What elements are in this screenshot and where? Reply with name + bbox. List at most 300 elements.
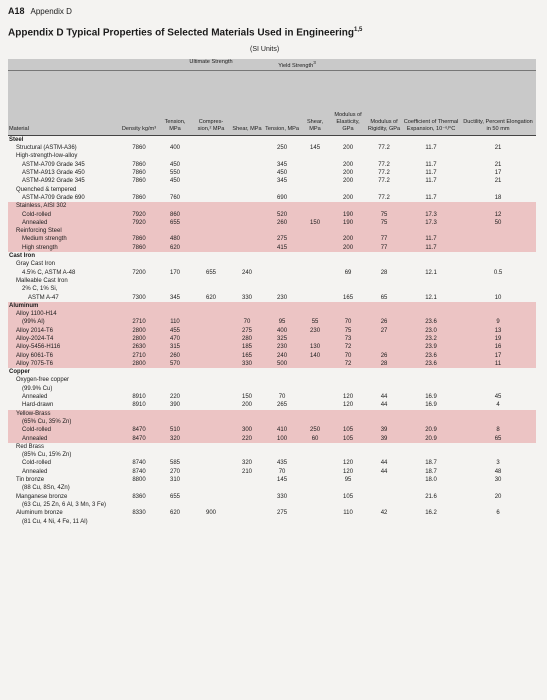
value-cell: 17.3	[402, 219, 460, 227]
table-row	[8, 360, 536, 368]
column-header-row	[8, 70, 536, 135]
value-cell: 10	[460, 294, 536, 302]
table-row	[8, 161, 536, 169]
value-cell	[402, 227, 460, 235]
value-cell: 55	[300, 318, 330, 326]
table-row	[8, 177, 536, 185]
value-cell: 26	[366, 352, 402, 360]
value-cell: 21	[460, 177, 536, 185]
value-cell: 320	[158, 435, 192, 443]
value-cell	[192, 177, 230, 185]
material-cell: Copper	[8, 368, 120, 376]
value-cell: 7920	[120, 211, 158, 219]
table-row	[8, 144, 536, 152]
value-cell	[264, 368, 300, 376]
value-cell: 7860	[120, 235, 158, 243]
value-cell: 415	[264, 244, 300, 252]
value-cell: 70	[264, 468, 300, 476]
value-cell	[366, 335, 402, 343]
value-cell: 345	[158, 294, 192, 302]
value-cell	[120, 501, 158, 509]
value-cell: 28	[366, 269, 402, 277]
value-cell: 8740	[120, 459, 158, 467]
value-cell	[300, 235, 330, 243]
header-compression: Compres- sion,² MPa	[192, 70, 230, 135]
value-cell: 760	[158, 194, 192, 202]
value-cell	[230, 368, 264, 376]
value-cell	[460, 227, 536, 235]
value-cell	[264, 302, 300, 310]
value-cell: 2800	[120, 335, 158, 343]
table-row	[8, 393, 536, 401]
table-row	[8, 468, 536, 476]
value-cell	[192, 260, 230, 268]
properties-table	[8, 59, 536, 526]
material-cell: Medium strength	[8, 235, 120, 243]
value-cell: 39	[366, 435, 402, 443]
table-row	[8, 493, 536, 501]
value-cell	[230, 144, 264, 152]
value-cell: 73	[330, 335, 366, 343]
value-cell: 95	[330, 476, 366, 484]
value-cell: 23.9	[402, 343, 460, 351]
value-cell	[300, 252, 330, 260]
table-row	[8, 252, 536, 260]
value-cell: 8800	[120, 476, 158, 484]
value-cell: 23.0	[402, 327, 460, 335]
value-cell	[300, 177, 330, 185]
value-cell	[264, 376, 300, 384]
value-cell	[192, 501, 230, 509]
value-cell: 250	[264, 144, 300, 152]
table-row	[8, 352, 536, 360]
value-cell: 8910	[120, 401, 158, 409]
value-cell: 435	[264, 459, 300, 467]
value-cell	[300, 260, 330, 268]
value-cell	[330, 202, 366, 210]
value-cell: 77	[366, 244, 402, 252]
table-row	[8, 385, 536, 393]
value-cell	[460, 244, 536, 252]
value-cell: 2710	[120, 352, 158, 360]
value-cell	[300, 459, 330, 467]
value-cell	[460, 285, 536, 293]
value-cell: 26	[366, 318, 402, 326]
value-cell	[120, 310, 158, 318]
value-cell	[366, 186, 402, 194]
value-cell: 6	[460, 509, 536, 517]
value-cell: 21.6	[402, 493, 460, 501]
value-cell: 65	[460, 435, 536, 443]
value-cell	[366, 410, 402, 418]
value-cell: 11.7	[402, 177, 460, 185]
value-cell	[264, 252, 300, 260]
value-cell: 200	[330, 244, 366, 252]
value-cell: 18.0	[402, 476, 460, 484]
material-cell: Cold-rolled	[8, 459, 120, 467]
value-cell: 60	[300, 435, 330, 443]
value-cell	[230, 443, 264, 451]
material-cell: Gray Cast Iron	[8, 260, 120, 268]
value-cell: 330	[264, 493, 300, 501]
material-cell: (63 Cu, 25 Zn, 6 Al, 3 Mn, 3 Fe)	[8, 501, 120, 509]
material-cell: Aluminum	[8, 302, 120, 310]
blank-group-cell	[8, 59, 120, 70]
value-cell: 450	[158, 177, 192, 185]
value-cell: 16.9	[402, 401, 460, 409]
value-cell: 620	[158, 244, 192, 252]
value-cell	[330, 152, 366, 160]
value-cell	[158, 152, 192, 160]
value-cell	[192, 235, 230, 243]
value-cell: 220	[230, 435, 264, 443]
value-cell: 470	[158, 335, 192, 343]
value-cell	[460, 484, 536, 492]
table-row	[8, 302, 536, 310]
table-row	[8, 443, 536, 451]
value-cell	[158, 385, 192, 393]
value-cell	[192, 327, 230, 335]
value-cell	[192, 135, 230, 144]
table-row	[8, 219, 536, 227]
value-cell: 70	[330, 352, 366, 360]
value-cell	[230, 177, 264, 185]
table-row	[8, 285, 536, 293]
value-cell: 20.9	[402, 435, 460, 443]
value-cell: 44	[366, 459, 402, 467]
value-cell	[460, 501, 536, 509]
table-row	[8, 418, 536, 426]
group-header-row	[8, 59, 536, 70]
value-cell: 345	[264, 161, 300, 169]
value-cell	[330, 368, 366, 376]
value-cell	[192, 451, 230, 459]
value-cell: 11.7	[402, 235, 460, 243]
value-cell: 72	[330, 343, 366, 351]
value-cell	[460, 235, 536, 243]
value-cell: 0.5	[460, 269, 536, 277]
value-cell	[300, 277, 330, 285]
value-cell: 230	[300, 327, 330, 335]
value-cell: 655	[158, 219, 192, 227]
value-cell	[192, 186, 230, 194]
value-cell	[300, 418, 330, 426]
value-cell	[402, 518, 460, 526]
value-cell	[230, 169, 264, 177]
value-cell	[330, 501, 366, 509]
material-cell: (99% Al)	[8, 318, 120, 326]
value-cell	[192, 343, 230, 351]
table-row	[8, 459, 536, 467]
value-cell	[230, 410, 264, 418]
header-ductility: Ductility, Percent Elongation in 50 mm	[460, 70, 536, 135]
value-cell: 23.2	[402, 335, 460, 343]
value-cell: 18.7	[402, 459, 460, 467]
value-cell: 280	[230, 335, 264, 343]
value-cell: 860	[158, 211, 192, 219]
properties-table-wrapper	[8, 59, 536, 526]
value-cell	[230, 285, 264, 293]
header-modulus-elasticity: Modulus of Elasticity, GPa	[330, 70, 366, 135]
value-cell: 77.2	[366, 169, 402, 177]
value-cell: 23.6	[402, 360, 460, 368]
value-cell: 65	[366, 294, 402, 302]
header-shear: Shear, MPa	[230, 70, 264, 135]
value-cell	[300, 310, 330, 318]
value-cell: 330	[230, 294, 264, 302]
value-cell	[300, 135, 330, 144]
value-cell	[158, 484, 192, 492]
value-cell	[158, 518, 192, 526]
table-row	[8, 260, 536, 268]
value-cell	[330, 484, 366, 492]
value-cell	[230, 227, 264, 235]
value-cell	[300, 194, 330, 202]
table-row	[8, 244, 536, 252]
material-cell: ASTM-A709 Grade 690	[8, 194, 120, 202]
header-yield-tension: Tension, MPa	[264, 70, 300, 135]
value-cell: 30	[460, 476, 536, 484]
value-cell: 42	[366, 509, 402, 517]
value-cell	[230, 451, 264, 459]
value-cell	[120, 368, 158, 376]
value-cell	[192, 435, 230, 443]
value-cell	[300, 476, 330, 484]
value-cell	[192, 368, 230, 376]
value-cell: 110	[158, 318, 192, 326]
value-cell: 620	[192, 294, 230, 302]
value-cell	[230, 501, 264, 509]
value-cell	[192, 352, 230, 360]
value-cell	[192, 285, 230, 293]
material-cell: Structural (ASTM-A36)	[8, 144, 120, 152]
value-cell: 20.9	[402, 426, 460, 434]
value-cell: 8470	[120, 435, 158, 443]
material-cell: Stainless, AISI 302	[8, 202, 120, 210]
value-cell	[300, 518, 330, 526]
material-cell: Annealed	[8, 219, 120, 227]
value-cell: 260	[264, 219, 300, 227]
running-head	[8, 6, 72, 16]
material-cell: ASTM-A913 Grade 450	[8, 169, 120, 177]
table-row	[8, 277, 536, 285]
value-cell: 210	[230, 468, 264, 476]
value-cell	[192, 211, 230, 219]
value-cell	[366, 476, 402, 484]
value-cell: 7920	[120, 219, 158, 227]
value-cell: 50	[460, 219, 536, 227]
value-cell	[460, 443, 536, 451]
value-cell	[330, 410, 366, 418]
value-cell: 120	[330, 401, 366, 409]
material-cell: 2% C, 1% Si,	[8, 285, 120, 293]
table-row	[8, 376, 536, 384]
value-cell	[300, 501, 330, 509]
value-cell	[230, 219, 264, 227]
value-cell	[300, 393, 330, 401]
value-cell	[158, 501, 192, 509]
value-cell	[120, 376, 158, 384]
value-cell	[230, 211, 264, 219]
value-cell	[230, 186, 264, 194]
value-cell	[460, 302, 536, 310]
value-cell	[366, 518, 402, 526]
header-material: Material	[8, 70, 120, 135]
value-cell: 8330	[120, 509, 158, 517]
value-cell	[192, 194, 230, 202]
value-cell: 140	[300, 352, 330, 360]
value-cell: 11.7	[402, 244, 460, 252]
table-row	[8, 484, 536, 492]
value-cell	[366, 343, 402, 351]
value-cell: 3	[460, 459, 536, 467]
value-cell	[330, 277, 366, 285]
value-cell	[192, 335, 230, 343]
value-cell	[192, 202, 230, 210]
value-cell	[120, 385, 158, 393]
material-cell: High strength	[8, 244, 120, 252]
value-cell: 690	[264, 194, 300, 202]
value-cell: 120	[330, 468, 366, 476]
value-cell: 44	[366, 401, 402, 409]
value-cell	[192, 476, 230, 484]
value-cell	[230, 194, 264, 202]
value-cell	[120, 302, 158, 310]
value-cell: 9	[460, 318, 536, 326]
value-cell	[402, 443, 460, 451]
value-cell: 100	[264, 435, 300, 443]
value-cell	[158, 135, 192, 144]
value-cell: 18	[460, 194, 536, 202]
value-cell: 17.3	[402, 211, 460, 219]
value-cell	[230, 484, 264, 492]
value-cell	[158, 368, 192, 376]
value-cell	[300, 484, 330, 492]
material-cell: Cast Iron	[8, 252, 120, 260]
value-cell	[402, 310, 460, 318]
value-cell	[300, 186, 330, 194]
value-cell	[264, 518, 300, 526]
value-cell	[264, 269, 300, 277]
value-cell	[120, 518, 158, 526]
value-cell	[402, 302, 460, 310]
value-cell	[300, 161, 330, 169]
value-cell	[230, 310, 264, 318]
value-cell	[402, 277, 460, 285]
value-cell: 95	[264, 318, 300, 326]
value-cell	[192, 376, 230, 384]
value-cell	[366, 202, 402, 210]
value-cell	[264, 285, 300, 293]
material-cell: ASTM A-47	[8, 294, 120, 302]
value-cell: 200	[330, 177, 366, 185]
value-cell	[230, 518, 264, 526]
value-cell: 16.2	[402, 509, 460, 517]
value-cell	[300, 443, 330, 451]
value-cell: 28	[366, 360, 402, 368]
value-cell	[230, 161, 264, 169]
material-cell: Red Brass	[8, 443, 120, 451]
value-cell: 230	[264, 294, 300, 302]
material-cell: Steel	[8, 135, 120, 144]
value-cell	[230, 244, 264, 252]
value-cell	[192, 493, 230, 501]
value-cell	[330, 135, 366, 144]
table-row	[8, 186, 536, 194]
value-cell: 450	[158, 161, 192, 169]
value-cell	[402, 285, 460, 293]
value-cell	[230, 385, 264, 393]
material-cell: ASTM-A709 Grade 345	[8, 161, 120, 169]
value-cell	[192, 244, 230, 252]
value-cell	[366, 310, 402, 318]
value-cell	[300, 468, 330, 476]
value-cell	[366, 451, 402, 459]
value-cell: 105	[330, 426, 366, 434]
value-cell: 77.2	[366, 177, 402, 185]
value-cell	[264, 310, 300, 318]
value-cell	[330, 285, 366, 293]
value-cell: 7300	[120, 294, 158, 302]
value-cell	[366, 285, 402, 293]
value-cell	[300, 285, 330, 293]
table-row	[8, 169, 536, 177]
value-cell	[366, 135, 402, 144]
value-cell	[366, 260, 402, 268]
value-cell: 16	[460, 343, 536, 351]
value-cell	[192, 443, 230, 451]
value-cell: 510	[158, 426, 192, 434]
value-cell	[366, 484, 402, 492]
value-cell	[366, 385, 402, 393]
value-cell: 400	[158, 144, 192, 152]
value-cell	[230, 260, 264, 268]
value-cell	[192, 426, 230, 434]
value-cell	[330, 418, 366, 426]
value-cell: 2800	[120, 327, 158, 335]
value-cell	[366, 277, 402, 285]
value-cell: 410	[264, 426, 300, 434]
value-cell	[460, 368, 536, 376]
value-cell	[402, 252, 460, 260]
value-cell: 23.6	[402, 352, 460, 360]
table-row	[8, 227, 536, 235]
value-cell: 450	[264, 169, 300, 177]
value-cell: 7860	[120, 244, 158, 252]
material-cell: ASTM-A992 Grade 345	[8, 177, 120, 185]
material-cell: 4.5% C, ASTM A-48	[8, 269, 120, 277]
value-cell	[366, 501, 402, 509]
value-cell: 145	[300, 144, 330, 152]
table-row	[8, 343, 536, 351]
value-cell	[264, 186, 300, 194]
table-row	[8, 327, 536, 335]
value-cell	[120, 285, 158, 293]
table-row	[8, 368, 536, 376]
value-cell: 70	[330, 318, 366, 326]
value-cell	[402, 376, 460, 384]
material-cell: (85% Cu, 15% Zn)	[8, 451, 120, 459]
value-cell	[192, 468, 230, 476]
value-cell	[300, 294, 330, 302]
value-cell: 2710	[120, 318, 158, 326]
value-cell: 17	[460, 352, 536, 360]
value-cell: 170	[158, 269, 192, 277]
value-cell: 11.7	[402, 169, 460, 177]
value-cell: 275	[230, 327, 264, 335]
material-cell: Yellow-Brass	[8, 410, 120, 418]
value-cell: 275	[264, 235, 300, 243]
